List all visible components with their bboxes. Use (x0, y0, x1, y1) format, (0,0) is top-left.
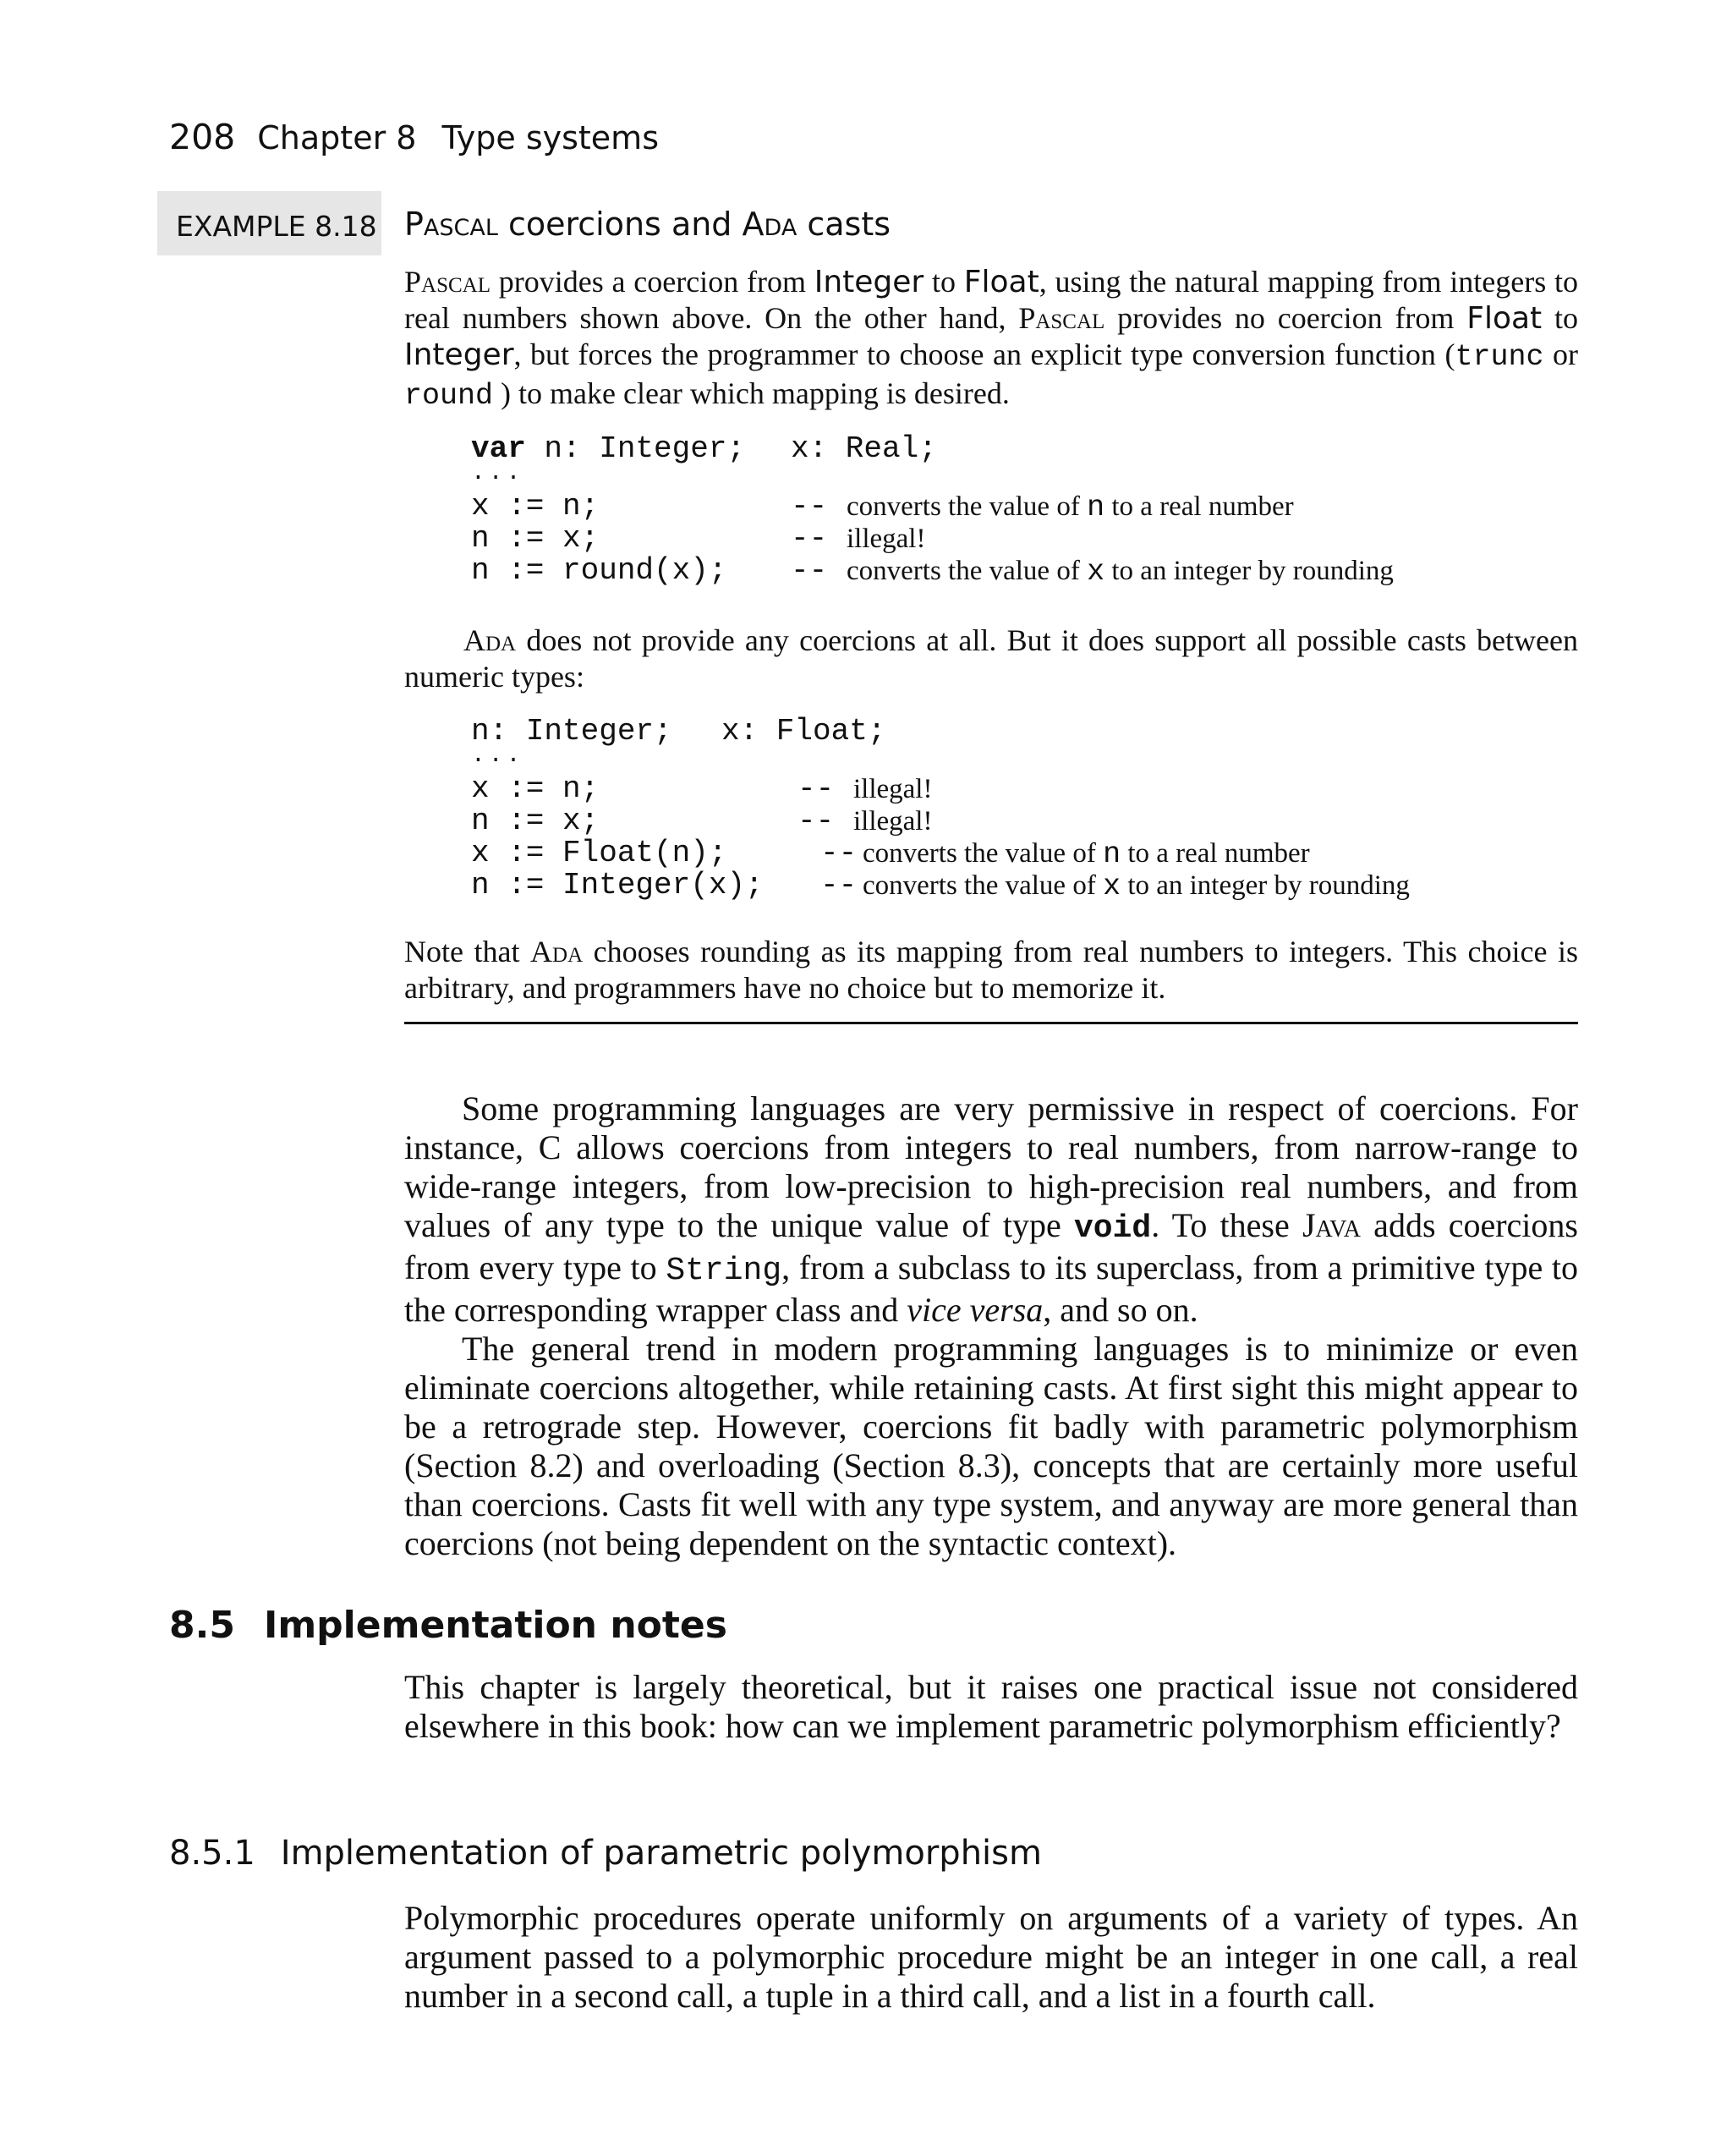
chapter-label: Chapter 8 (257, 119, 417, 156)
body-paragraph-1: Some programming languages are very permissive in respect of coercions. For instance, C allows coercions from integers to real numbers, from narrow-range to wide-range integers, from low-precision to high-precision real numbers, and from values of any type to the unique value of type void. To these Java adds coercions from every type to String, from a subclass to its superclass, from a primitive type to the corresponding wrapper class and vice versa, and so on. (404, 1089, 1578, 1329)
section-paragraph: This chapter is largely theoretical, but it raises one practical issue not considered elsewhere in this book: how can we implement parametric polymorphism efficiently? (404, 1668, 1578, 1745)
body-paragraphs (404, 1089, 1578, 1563)
body-paragraph-2: The general trend in modern programming languages is to minimize or even eliminate coercions altogether, while retaining casts. At first sight this might appear to be a retrograde step. However, coercions fit badly with parametric polymorphism (Section 8.2) and overloading (Section 8.3), concepts that are certainly more useful than coercions. Casts fit well with any type system, and anyway are more general than coercions (not being dependent on the syntactic context). (404, 1330, 1578, 1562)
example-badge: EXAMPLE 8.18 (157, 191, 381, 255)
example-paragraph-1: Pascal provides a coercion from Integer to Float, using the natural mapping from integers to real numbers shown above. On the other hand, Pascal provides no coercion from Float to Integer, but forces the programmer to choose an explicit type conversion function (trunc or round ) to make clear which mapping is desired. (404, 265, 1578, 413)
example-paragraph-3: Note that Ada chooses rounding as its mapping from real numbers to integers. This choice is arbitrary, and programmers have no choice but to memorize it. (404, 935, 1578, 1005)
example-paragraph-2: Ada does not provide any coercions at all. But it does support all possible casts between numeric types: (404, 623, 1578, 694)
chapter-title: Type systems (441, 119, 659, 156)
section-heading: 8.5 Implementation notes (169, 1604, 727, 1647)
running-header (169, 117, 659, 157)
example-end-rule (404, 1022, 1578, 1024)
example-title: Pascal coercions and Ada casts (404, 206, 891, 243)
ada-code-block: n: Integer; x: Float; ... x := n; -- illegal! n := x; -- illegal! x := Float(n); -- converts the value of n to a real number n := Integer(x); -- converts the value of x to an integer by rounding (471, 714, 1410, 903)
subsection-heading: 8.5.1 Implementation of parametric polymorphism (169, 1834, 1042, 1873)
subsection-paragraph: Polymorphic procedures operate uniformly on arguments of a variety of types. An argument passed to a polymorphic procedure might be an integer in one call, a real number in a second call, a tuple in a third call, and a list in a fourth call. (404, 1899, 1578, 2015)
pascal-code-block: var n: Integer; x: Real; ... x := n; -- converts the value of n to a real number n := x; -- illegal! n := round(x); -- converts the value of x to an integer by rounding (471, 431, 1394, 589)
page-number: 208 (169, 117, 236, 157)
